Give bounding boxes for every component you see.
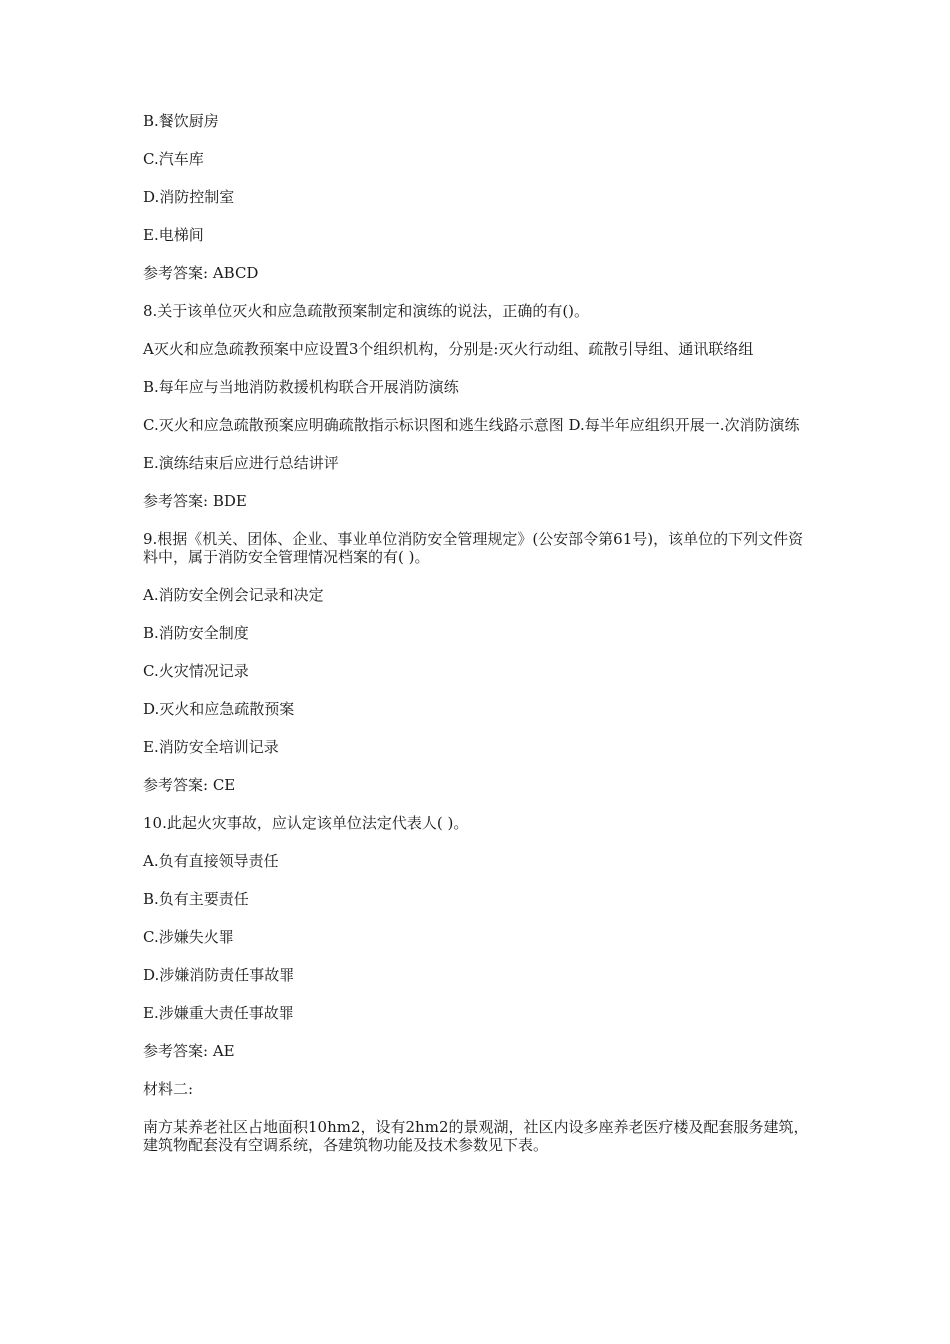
material2-heading: 材料二: — [143, 1080, 194, 1098]
q10-option-b: B.负有主要责任 — [143, 890, 249, 908]
q9-answer: 参考答案: CE — [143, 776, 236, 794]
q8-stem: 8.关于该单位灭火和应急疏散预案制定和演练的说法，正确的有()。 — [143, 302, 590, 320]
q8-option-cd: C.灭火和应急疏散预案应明确疏散指示标识图和逃生线路示意图 D.每半年应组织开展一.次消防演练 — [143, 416, 800, 434]
q7-answer: 参考答案: ABCD — [143, 264, 259, 282]
q10-stem: 10.此起火灾事故，应认定该单位法定代表人( )。 — [143, 814, 469, 832]
q7-option-b: B.餐饮厨房 — [143, 112, 219, 130]
q9-option-a: A.消防安全例会记录和决定 — [143, 586, 324, 604]
q9-option-e: E.消防安全培训记录 — [143, 738, 279, 756]
q10-option-e: E.涉嫌重大责任事故罪 — [143, 1004, 294, 1022]
document-page — [143, 112, 811, 1174]
q8-answer: 参考答案: BDE — [143, 492, 247, 510]
q10-option-d: D.涉嫌消防责任事故罪 — [143, 966, 295, 984]
q9-stem: 9.根据《机关、团体、企业、事业单位消防安全管理规定》(公安部令第61号)，该单位的下列文件资料中，属于消防安全管理情况档案的有( )。 — [143, 530, 804, 566]
q9-option-c: C.火灾情况记录 — [143, 662, 249, 680]
q7-option-c: C.汽车库 — [143, 150, 204, 168]
q10-option-a: A.负有直接领导责任 — [143, 852, 279, 870]
material2-body: 南方某养老社区占地面积10hm2，设有2hm2的景观湖，社区内设多座养老医疗楼及配套服务建筑，建筑物配套没有空调系统，各建筑物功能及技术参数见下表。 — [143, 1118, 809, 1154]
q9-option-d: D.灭火和应急疏散预案 — [143, 700, 295, 718]
q7-option-e: E.电梯间 — [143, 226, 204, 244]
q8-option-e: E.演练结束后应进行总结讲评 — [143, 454, 339, 472]
q9-option-b: B.消防安全制度 — [143, 624, 249, 642]
q7-option-d: D.消防控制室 — [143, 188, 235, 206]
q10-option-c: C.涉嫌失火罪 — [143, 928, 234, 946]
q8-option-a: A灭火和应急疏教预案中应设置3个组织机构，分别是:灭火行动组、疏散引导组、通讯联络组 — [143, 340, 754, 358]
q8-option-b: B.每年应与当地消防救援机构联合开展消防演练 — [143, 378, 459, 396]
q10-answer: 参考答案: AE — [143, 1042, 235, 1060]
